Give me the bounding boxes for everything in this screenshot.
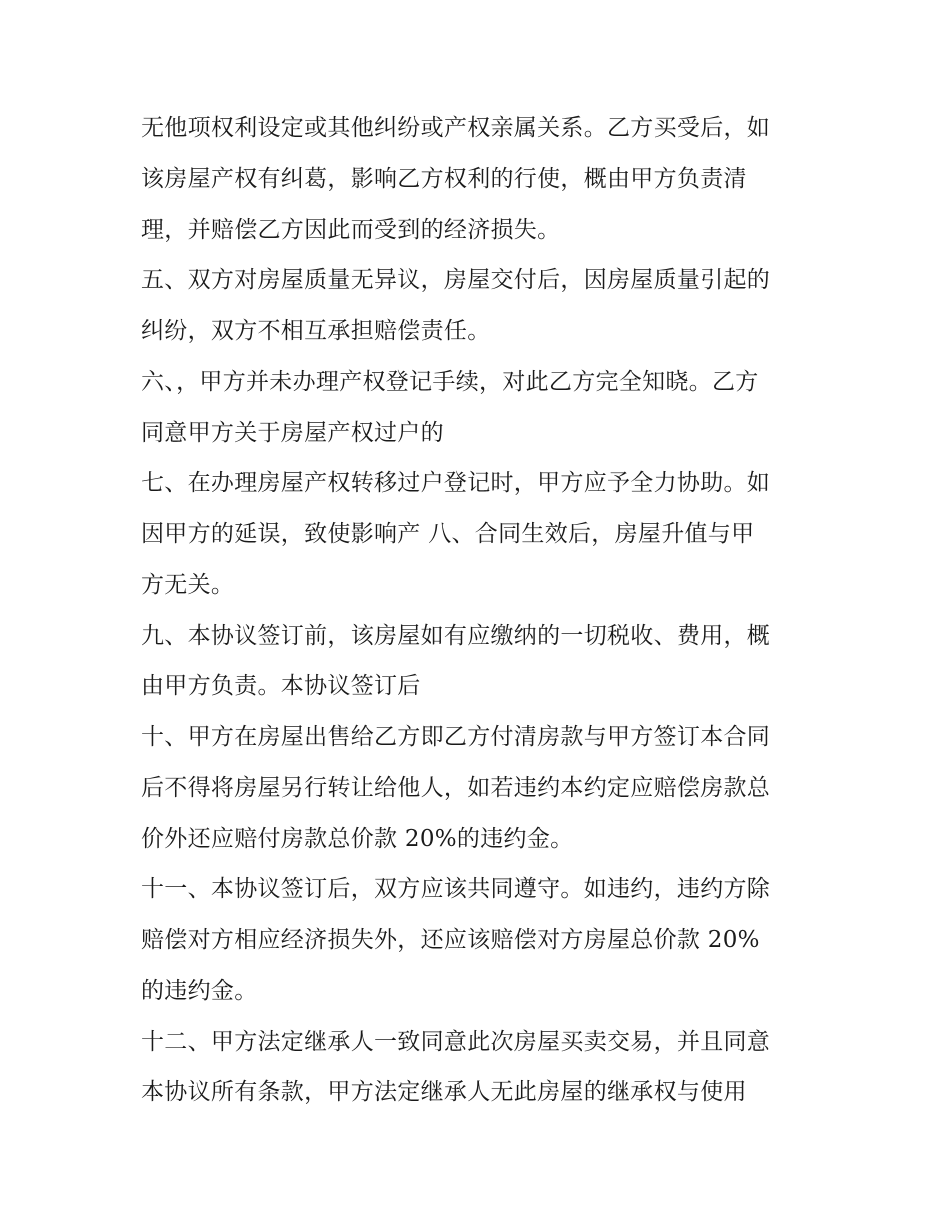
text-line: 后不得将房屋另行转让给他人，如若违约本约定应赔偿房款总	[141, 775, 771, 801]
text-line: 十一、本协议签订后，双方应该共同遵守。如违约，违约方除	[141, 876, 771, 902]
text-line: 纠纷，双方不相互承担赔偿责任。	[141, 318, 491, 344]
text-line: 因甲方的延误，致使影响产 八、合同生效后，房屋升值与甲	[141, 521, 755, 547]
text-line: 价外还应赔付房款总价款 20%的违约金。	[141, 826, 574, 852]
text-line: 理，并赔偿乙方因此而受到的经济损失。	[141, 217, 561, 243]
text-line: 赔偿对方相应经济损失外，还应该赔偿对方房屋总价款 20%	[141, 927, 760, 953]
text-line: 十、甲方在房屋出售给乙方即乙方付清房款与甲方签订本合同	[141, 724, 771, 750]
text-line: 方无关。	[141, 572, 235, 598]
text-line: 本协议所有条款，甲方法定继承人无此房屋的继承权与使用	[141, 1079, 747, 1105]
text-line: 该房屋产权有纠葛，影响乙方权利的行使，概由甲方负责清	[141, 166, 747, 192]
text-line: 由甲方负责。本协议签订后	[141, 673, 421, 699]
text-line: 同意甲方关于房屋产权过户的	[141, 420, 444, 446]
text-line: 六、，甲方并未办理产权登记手续，对此乙方完全知晓。乙方	[141, 369, 759, 395]
text-line: 十二、甲方法定继承人一致同意此次房屋买卖交易，并且同意	[141, 1029, 771, 1055]
text-line: 五、双方对房屋质量无异议，房屋交付后，因房屋质量引起的	[141, 267, 771, 293]
text-line: 的违约金。	[141, 978, 258, 1004]
text-line: 七、在办理房屋产权转移过户登记时，甲方应予全力协助。如	[141, 470, 771, 496]
text-line: 无他项权利设定或其他纠纷或产权亲属关系。乙方买受后，如	[141, 115, 771, 141]
text-line: 九、本协议签订前，该房屋如有应缴纳的一切税收、费用，概	[141, 623, 771, 649]
